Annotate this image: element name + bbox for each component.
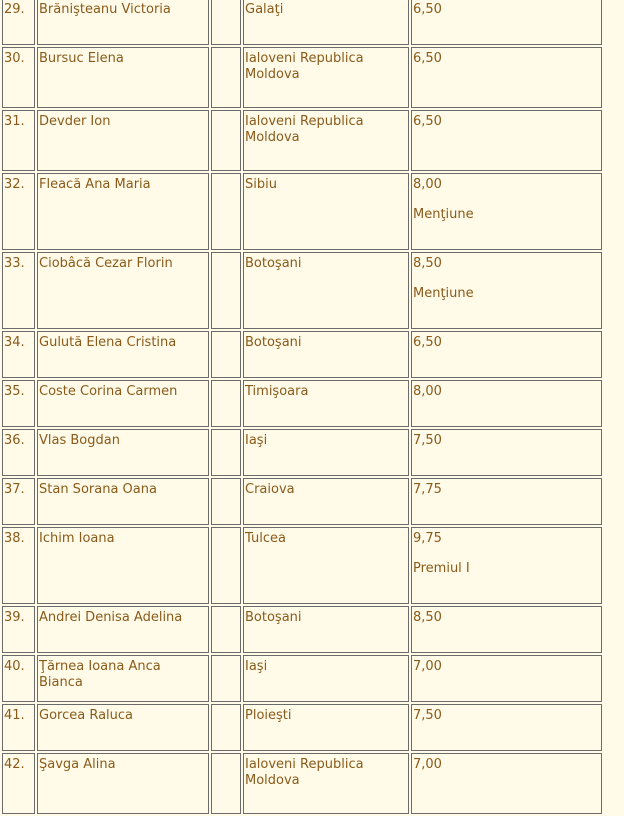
participant-grade-cell <box>411 252 602 329</box>
blank-cell-cell <box>211 704 241 751</box>
table-row <box>2 478 602 525</box>
blank-cell-cell <box>211 331 241 378</box>
table-row <box>2 173 602 250</box>
blank-cell-cell <box>211 173 241 250</box>
participant-city: Iaşi <box>245 433 268 448</box>
row-number-cell <box>2 478 35 525</box>
row-number: 32. <box>4 177 25 192</box>
row-number-cell <box>2 47 35 108</box>
participant-city-cell <box>243 527 409 604</box>
row-number-cell <box>2 527 35 604</box>
participant-city: Ialoveni Republica Moldova <box>245 51 364 82</box>
participant-name: Devder Ion <box>39 114 111 129</box>
participant-grade-cell <box>411 753 602 814</box>
row-number: 33. <box>4 256 25 271</box>
table-row <box>2 753 602 814</box>
blank-cell-cell <box>211 47 241 108</box>
row-number: 42. <box>4 757 25 772</box>
participant-grade-cell <box>411 429 602 476</box>
participant-name-cell <box>37 704 209 751</box>
participant-name-cell <box>37 380 209 427</box>
participant-name: Şavga Alina <box>39 757 116 772</box>
row-number-cell <box>2 704 35 751</box>
participant-name: Gulută Elena Cristina <box>39 335 177 350</box>
participant-grade-cell <box>411 0 602 45</box>
participant-grade: 7,50 <box>413 708 442 723</box>
participant-grade-cell <box>411 331 602 378</box>
participant-name: Gorcea Raluca <box>39 708 134 723</box>
blank-cell-cell <box>211 478 241 525</box>
participant-city: Botoşani <box>245 256 302 271</box>
row-number: 29. <box>4 2 25 17</box>
participant-grade: 8,00 <box>413 384 442 399</box>
award-note: Menţiune <box>413 207 474 222</box>
row-number-cell <box>2 606 35 653</box>
participant-name: Andrei Denisa Adelina <box>39 610 183 625</box>
participant-city-cell <box>243 753 409 814</box>
participant-city: Ploieşti <box>245 708 292 723</box>
row-number-cell <box>2 380 35 427</box>
blank-cell-cell <box>211 655 241 702</box>
participant-city: Tulcea <box>245 531 286 546</box>
participant-city: Craiova <box>245 482 295 497</box>
participant-name-cell <box>37 252 209 329</box>
participant-city-cell <box>243 110 409 171</box>
table-row <box>2 331 602 378</box>
participant-name: Bursuc Elena <box>39 51 124 66</box>
participant-grade: 7,00 <box>413 659 442 674</box>
participant-city: Botoşani <box>245 335 302 350</box>
row-number-cell <box>2 655 35 702</box>
participant-city-cell <box>243 429 409 476</box>
blank-cell-cell <box>211 429 241 476</box>
participant-city-cell <box>243 704 409 751</box>
row-number-cell <box>2 110 35 171</box>
participant-name-cell <box>37 606 209 653</box>
participant-name: Fleacă Ana Maria <box>39 177 151 192</box>
participant-city: Galaţi <box>245 2 284 17</box>
row-number-cell <box>2 0 35 45</box>
row-number: 40. <box>4 659 25 674</box>
participant-grade: 7,75 <box>413 482 442 497</box>
participant-name: Vlas Bogdan <box>39 433 120 448</box>
row-number-cell <box>2 753 35 814</box>
row-number: 38. <box>4 531 25 546</box>
row-number: 30. <box>4 51 25 66</box>
participant-grade: 9,75 <box>413 531 442 546</box>
participant-city-cell <box>243 0 409 45</box>
row-number: 35. <box>4 384 25 399</box>
row-number: 34. <box>4 335 25 350</box>
blank-cell-cell <box>211 0 241 45</box>
row-number: 39. <box>4 610 25 625</box>
participant-name-cell <box>37 429 209 476</box>
participant-city: Ialoveni Republica Moldova <box>245 114 364 145</box>
award-note: Premiul I <box>413 561 470 576</box>
participant-name-cell <box>37 0 209 45</box>
participant-name-cell <box>37 331 209 378</box>
participant-city-cell <box>243 47 409 108</box>
row-number: 37. <box>4 482 25 497</box>
participant-name: Stan Sorana Oana <box>39 482 157 497</box>
table-row <box>2 0 602 45</box>
participant-city-cell <box>243 252 409 329</box>
participant-grade: 7,00 <box>413 757 442 772</box>
participant-name: Brănişteanu Victoria <box>39 2 171 17</box>
participant-city-cell <box>243 173 409 250</box>
participant-name: Ciobâcă Cezar Florin <box>39 256 173 271</box>
participant-grade-cell <box>411 606 602 653</box>
table-row <box>2 47 602 108</box>
participant-city: Timişoara <box>245 384 309 399</box>
blank-cell-cell <box>211 110 241 171</box>
participant-name-cell <box>37 47 209 108</box>
row-number-cell <box>2 252 35 329</box>
participant-city: Iaşi <box>245 659 268 674</box>
blank-cell-cell <box>211 527 241 604</box>
blank-cell-cell <box>211 252 241 329</box>
row-number-cell <box>2 173 35 250</box>
table-row <box>2 110 602 171</box>
participant-grade-cell <box>411 527 602 604</box>
participant-name: Ţărnea Ioana Anca Bianca <box>39 659 161 690</box>
participant-grade-cell <box>411 478 602 525</box>
row-number: 31. <box>4 114 25 129</box>
participant-name: Ichim Ioana <box>39 531 115 546</box>
row-number-cell <box>2 331 35 378</box>
participant-city-cell <box>243 478 409 525</box>
award-note: Menţiune <box>413 286 474 301</box>
table-row <box>2 252 602 329</box>
participant-city-cell <box>243 380 409 427</box>
participant-grade: 8,00 <box>413 177 442 192</box>
participant-grade: 6,50 <box>413 114 442 129</box>
participant-name-cell <box>37 478 209 525</box>
results-table-body <box>2 0 602 814</box>
participant-grade-cell <box>411 380 602 427</box>
table-row <box>2 606 602 653</box>
blank-cell-cell <box>211 380 241 427</box>
participant-city: Botoşani <box>245 610 302 625</box>
participant-grade-cell <box>411 47 602 108</box>
row-number: 36. <box>4 433 25 448</box>
participant-grade: 7,50 <box>413 433 442 448</box>
participant-grade-cell <box>411 655 602 702</box>
participant-name-cell <box>37 110 209 171</box>
participant-grade-cell <box>411 173 602 250</box>
participant-city: Sibiu <box>245 177 277 192</box>
participant-grade: 8,50 <box>413 256 442 271</box>
row-number-cell <box>2 429 35 476</box>
participant-city-cell <box>243 331 409 378</box>
participant-name: Coste Corina Carmen <box>39 384 178 399</box>
participant-grade-cell <box>411 110 602 171</box>
participant-grade-cell <box>411 704 602 751</box>
participant-name-cell <box>37 173 209 250</box>
participant-city: Ialoveni Republica Moldova <box>245 757 364 788</box>
row-number: 41. <box>4 708 25 723</box>
participant-name-cell <box>37 753 209 814</box>
table-row <box>2 704 602 751</box>
table-row <box>2 655 602 702</box>
participant-grade: 6,50 <box>413 2 442 17</box>
table-row <box>2 429 602 476</box>
table-row <box>2 527 602 604</box>
participant-grade: 6,50 <box>413 51 442 66</box>
blank-cell-cell <box>211 606 241 653</box>
participant-city-cell <box>243 606 409 653</box>
participant-city-cell <box>243 655 409 702</box>
participant-grade: 8,50 <box>413 610 442 625</box>
participant-name-cell <box>37 527 209 604</box>
participant-name-cell <box>37 655 209 702</box>
table-row <box>2 380 602 427</box>
participant-grade: 6,50 <box>413 335 442 350</box>
blank-cell-cell <box>211 753 241 814</box>
